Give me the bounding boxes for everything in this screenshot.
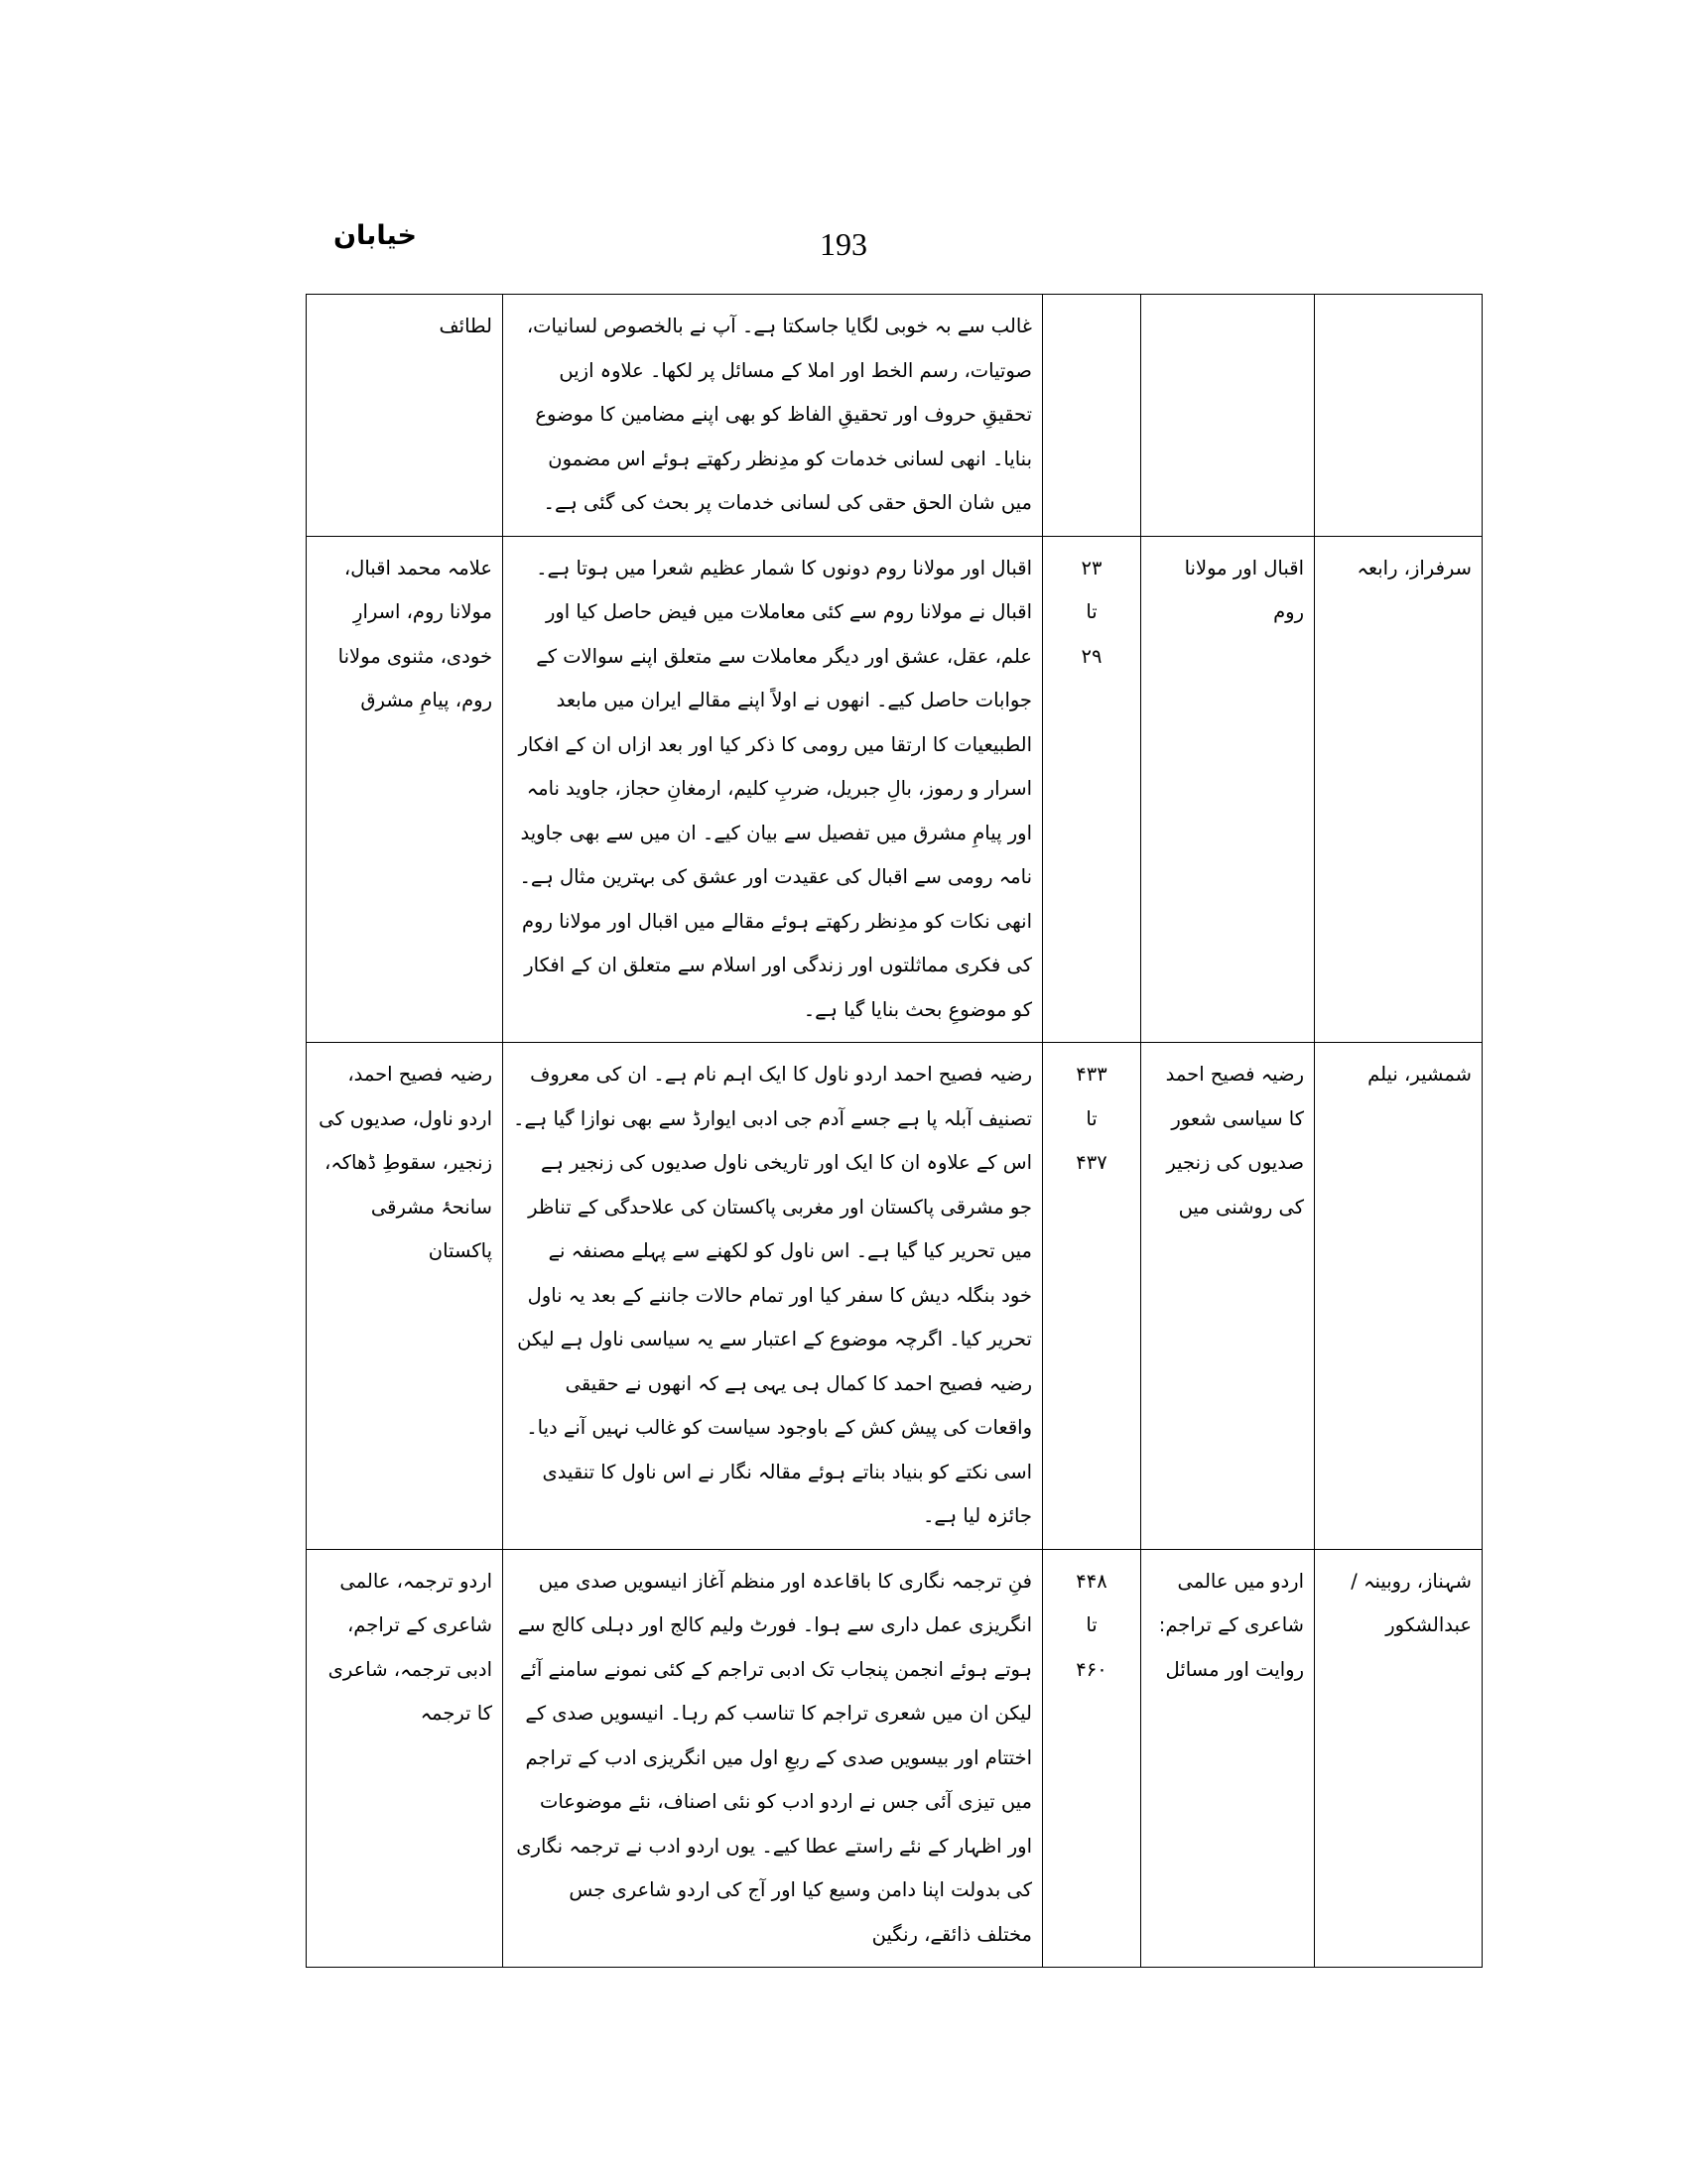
pages-cell	[1043, 1549, 1141, 1968]
page-end: ۴۳۷	[1076, 1151, 1107, 1174]
page-to: تا	[1086, 1613, 1098, 1636]
title-cell: اردو میں عالمی شاعری کے تراجم: روایت اور مسائل	[1141, 1549, 1315, 1968]
keywords-cell: علامہ محمد اقبال، مولانا روم، اسرارِ خودی، مثنوی مولانا روم، پیامِ مشرق	[307, 536, 503, 1043]
abstract-cell: غالب سے بہ خوبی لگایا جاسکتا ہے۔ آپ نے بالخصوص لسانیات، صوتیات، رسم الخط اور املا کے مسائل پر لکھا۔ علاوہ ازیں تحقیقِ حروف اور تحقیقِ الفاظ کو بھی اپنے مضامین کا موضوع بنایا۔ انھی لسانی خدمات کو مدِنظر رکھتے ہوئے اس مضمون میں شان الحق حقی کی لسانی خدمات پر بحث کی گئی ہے۔	[503, 295, 1043, 537]
keywords-cell: اردو ترجمہ، عالمی شاعری کے تراجم، ادبی ترجمہ، شاعری کا ترجمہ	[307, 1549, 503, 1968]
index-table	[306, 294, 1483, 1968]
author-cell: سرفراز، رابعہ	[1315, 536, 1483, 1043]
pages-cell	[1043, 1043, 1141, 1550]
abstract-cell: رضیہ فصیح احمد اردو ناول کا ایک اہم نام ہے۔ ان کی معروف تصنیف آبلہ پا ہے جسے آدم جی ادبی ایوارڈ سے بھی نوازا گیا ہے۔ اس کے علاوہ ان کا ایک اور تاریخی ناول صدیوں کی زنجیر ہے جو مشرقی پاکستان اور مغربی پاکستان کی علاحدگی کے تناظر میں تحریر کیا گیا ہے۔ اس ناول کو لکھنے سے پہلے مصنفہ نے خود بنگلہ دیش کا سفر کیا اور تمام حالات جاننے کے بعد یہ ناول تحریر کیا۔ اگرچہ موضوع کے اعتبار سے یہ سیاسی ناول ہے لیکن رضیہ فصیح احمد کا کمال ہی یہی ہے کہ انھوں نے حقیقی واقعات کی پیش کش کے باوجود سیاست کو غالب نہیں آنے دیا۔ اسی نکتے کو بنیاد بناتے ہوئے مقالہ نگار نے اس ناول کا تنقیدی جائزہ لیا ہے۔	[503, 1043, 1043, 1550]
keywords-cell: لطائف	[307, 295, 503, 537]
page-start: ۴۳۳	[1076, 1063, 1107, 1086]
page-start: ۲۳	[1081, 556, 1103, 579]
author-cell: شہناز، روبینہ / عبدالشکور	[1315, 1549, 1483, 1968]
title-cell	[1141, 295, 1315, 537]
page-number: 193	[820, 226, 867, 262]
abstract-cell: فنِ ترجمہ نگاری کا باقاعدہ اور منظم آغاز انیسویں صدی میں انگریزی عمل داری سے ہوا۔ فورٹ ولیم کالج اور دہلی کالج سے ہوتے ہوئے انجمن پنجاب تک ادبی تراجم کے کئی نمونے سامنے آئے لیکن ان میں شعری تراجم کا تناسب کم رہا۔ انیسویں صدی کے اختتام اور بیسویں صدی کے ربعِ اول میں انگریزی ادب کے تراجم میں تیزی آئی جس نے اردو ادب کو نئی اصناف، نئے موضوعات اور اظہار کے نئے راستے عطا کیے۔ یوں اردو ادب نے ترجمہ نگاری کی بدولت اپنا دامن وسیع کیا اور آج کی اردو شاعری جس مختلف ذائقے، رنگین	[503, 1549, 1043, 1968]
table-row	[307, 536, 1483, 1043]
page-end: ۴۶۰	[1076, 1657, 1107, 1681]
page-end: ۲۹	[1081, 644, 1103, 668]
title-cell: اقبال اور مولانا روم	[1141, 536, 1315, 1043]
author-cell	[1315, 295, 1483, 537]
journal-name: خیابان	[333, 220, 417, 251]
page-to: تا	[1086, 600, 1098, 623]
abstract-cell: اقبال اور مولانا روم دونوں کا شمار عظیم شعرا میں ہوتا ہے۔ اقبال نے مولانا روم سے کئی معاملات میں فیض حاصل کیا اور علم، عقل، عشق اور دیگر معاملات سے متعلق اپنے سوالات کے جوابات حاصل کیے۔ انھوں نے اولاً اپنے مقالے ایران میں مابعد الطبیعیات کا ارتقا میں رومی کا ذکر کیا اور بعد ازاں ان کے افکار اسرار و رموز، بالِ جبریل، ضربِ کلیم، ارمغانِ حجاز، جاوید نامہ اور پیامِ مشرق میں تفصیل سے بیان کیے۔ ان میں سے بھی جاوید نامہ رومی سے اقبال کی عقیدت اور عشق کی بہترین مثال ہے۔ انھی نکات کو مدِنظر رکھتے ہوئے مقالے میں اقبال اور مولانا روم کی فکری مماثلتوں اور زندگی اور اسلام سے متعلق ان کے افکار کو موضوعِ بحث بنایا گیا ہے۔	[503, 536, 1043, 1043]
pages-cell	[1043, 295, 1141, 537]
keywords-cell: رضیہ فصیح احمد، اردو ناول، صدیوں کی زنجیر، سقوطِ ڈھاکہ، سانحۂ مشرقی پاکستان	[307, 1043, 503, 1550]
page-to: تا	[1086, 1106, 1098, 1130]
table-row	[307, 1549, 1483, 1968]
page-start: ۴۴۸	[1076, 1569, 1107, 1593]
table-row	[307, 1043, 1483, 1550]
title-cell: رضیہ فصیح احمد کا سیاسی شعور صدیوں کی زنجیر کی روشنی میں	[1141, 1043, 1315, 1550]
table-row	[307, 295, 1483, 537]
author-cell: شمشیر، نیلم	[1315, 1043, 1483, 1550]
pages-cell	[1043, 536, 1141, 1043]
